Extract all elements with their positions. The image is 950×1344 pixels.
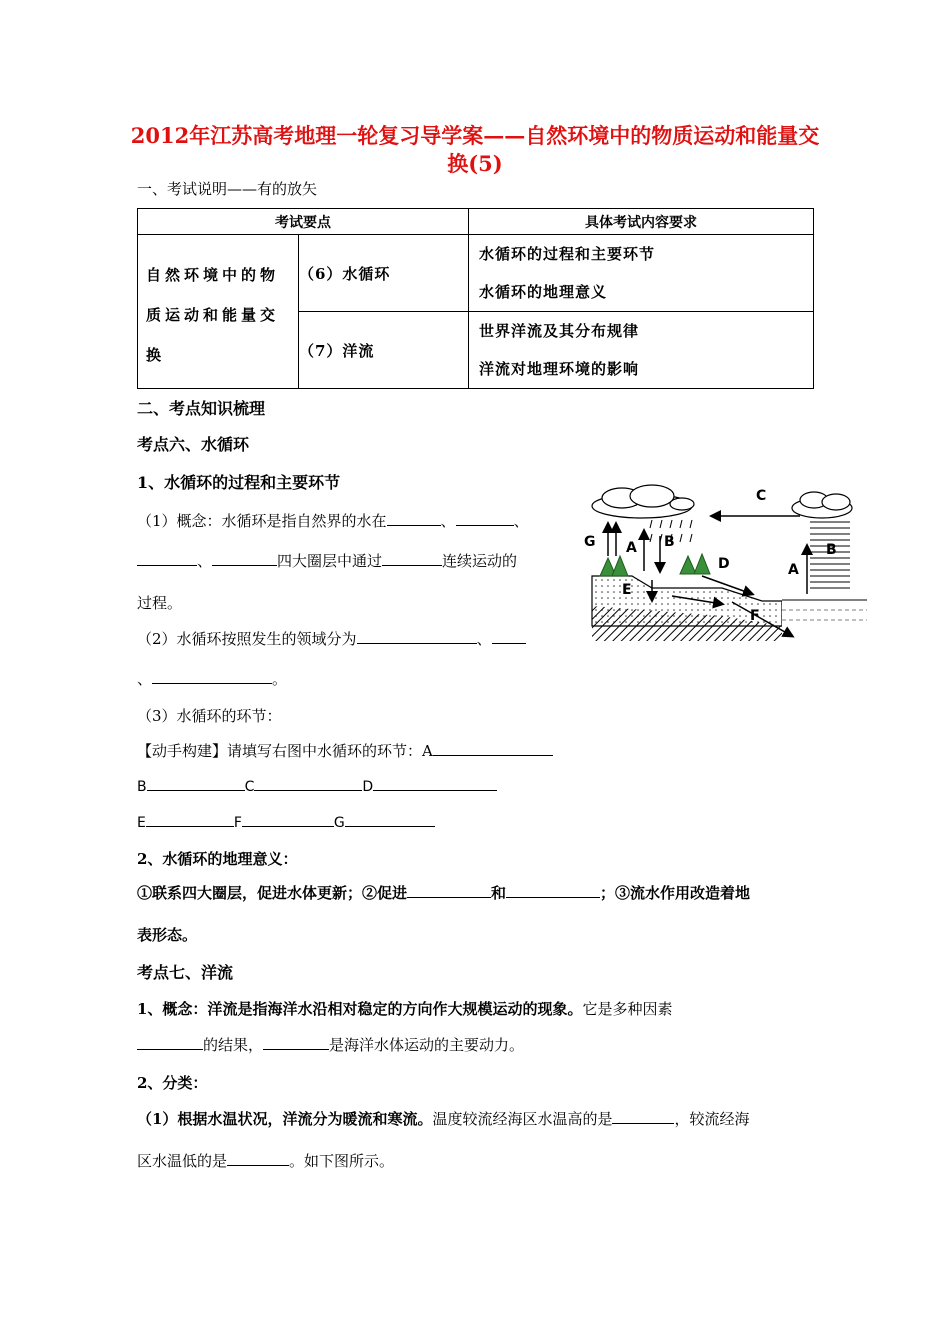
water-cycle-diagram [582,476,867,641]
significance-line-2: 表形态。 [137,926,198,944]
blank-c[interactable] [254,776,362,791]
diagram-label-e: E [622,582,632,598]
table-req: 洋流对地理环境的影响 [479,360,640,378]
blank[interactable] [152,669,272,684]
diagram-label-a: A [626,540,637,556]
blank[interactable] [387,511,441,526]
blank-e[interactable] [146,812,234,827]
section-exam-description: 一、考试说明——有的放矢 [137,180,318,198]
steps-heading: （3）水循环的环节： [137,707,282,725]
domain-line-1: （2）水循环按照发生的领域分为 、 [137,628,526,649]
heading-process: 1、水循环的过程和主要环节 [137,473,341,492]
blank-a[interactable] [433,741,553,756]
table-row-water-cycle: （6）水循环 [299,235,469,312]
section-knowledge: 二、考点知识梳理 [137,399,266,418]
blank[interactable] [137,551,197,566]
build-line-3: E F G [137,812,435,831]
current-concept-2: 的结果， 是海洋水体运动的主要动力。 [137,1034,524,1055]
blank[interactable] [212,551,277,566]
table-header-points: 考试要点 [138,209,469,235]
table-req: 水循环的地理意义 [479,283,608,301]
blank[interactable] [506,883,600,898]
concept-line-1: （1）概念：水循环是指自然界的水在 、 、 [137,512,529,530]
table-req: 世界洋流及其分布规律 [479,322,640,340]
exam-requirements-table [137,208,814,389]
blank[interactable] [263,1035,329,1050]
blank[interactable] [407,883,491,898]
diagram-label-b: B [664,534,675,550]
current-concept-1: 1、概念：洋流是指海洋水沿相对稳定的方向作大规模运动的现象。它是多种因素 [137,1000,673,1018]
table-topic: 自然环境中的物质运动和能量交换 [146,266,280,364]
document-title: 2012年江苏高考地理一轮复习导学案——自然环境中的物质运动和能量交换(5) [130,123,820,176]
build-line-2: B C D [137,776,497,795]
cloud-right-icon [792,492,852,518]
classification-line-2: 区水温低的是 。如下图所示。 [137,1152,395,1170]
concept-line-3: 过程。 [137,594,183,612]
blank-g[interactable] [345,812,435,827]
blank-d[interactable] [373,776,497,791]
blank[interactable] [357,629,477,644]
significance-line-1: ①联系四大圈层，促进水体更新；②促进 和 ；③流水作用改造着地 [137,884,751,902]
diagram-label-c: C [756,488,767,504]
classification-line-1: （1）根据水温状况，洋流分为暖流和寒流。温度较流经海区水温高的是 ，较流经海 [137,1110,750,1128]
blank[interactable] [137,1035,203,1050]
diagram-label-f: F [750,608,760,624]
domain-line-2: 、 。 [137,670,288,688]
diagram-label-g: G [584,534,596,550]
heading-ocean-current: 考点七、洋流 [137,963,234,982]
concept-line-2: 、 四大圈层中通过 连续运动的 [137,550,517,571]
tree-icon [600,554,710,576]
blank[interactable] [227,1151,289,1166]
classification-heading: 2、分类： [137,1074,208,1092]
cloud-left-icon [592,485,694,518]
build-line-1: 【动手构建】请填写右图中水循环的环节：A [137,740,553,761]
ocean [782,600,867,630]
table-row-ocean-current: （7）洋流 [299,312,469,389]
heading-water-cycle: 考点六、水循环 [137,435,250,454]
diagram-label-d: D [718,556,730,572]
blank[interactable] [456,511,514,526]
blank-b[interactable] [147,776,245,791]
diagram-label-a2: A [788,562,799,578]
blank[interactable] [612,1109,674,1124]
heading-significance: 2、水循环的地理意义： [137,850,298,868]
blank[interactable] [492,629,526,644]
blank[interactable] [382,551,442,566]
table-req: 水循环的过程和主要环节 [479,245,656,263]
blank-f[interactable] [242,812,334,827]
diagram-label-b2: B [826,542,837,558]
table-header-requirements: 具体考试内容要求 [469,209,814,235]
